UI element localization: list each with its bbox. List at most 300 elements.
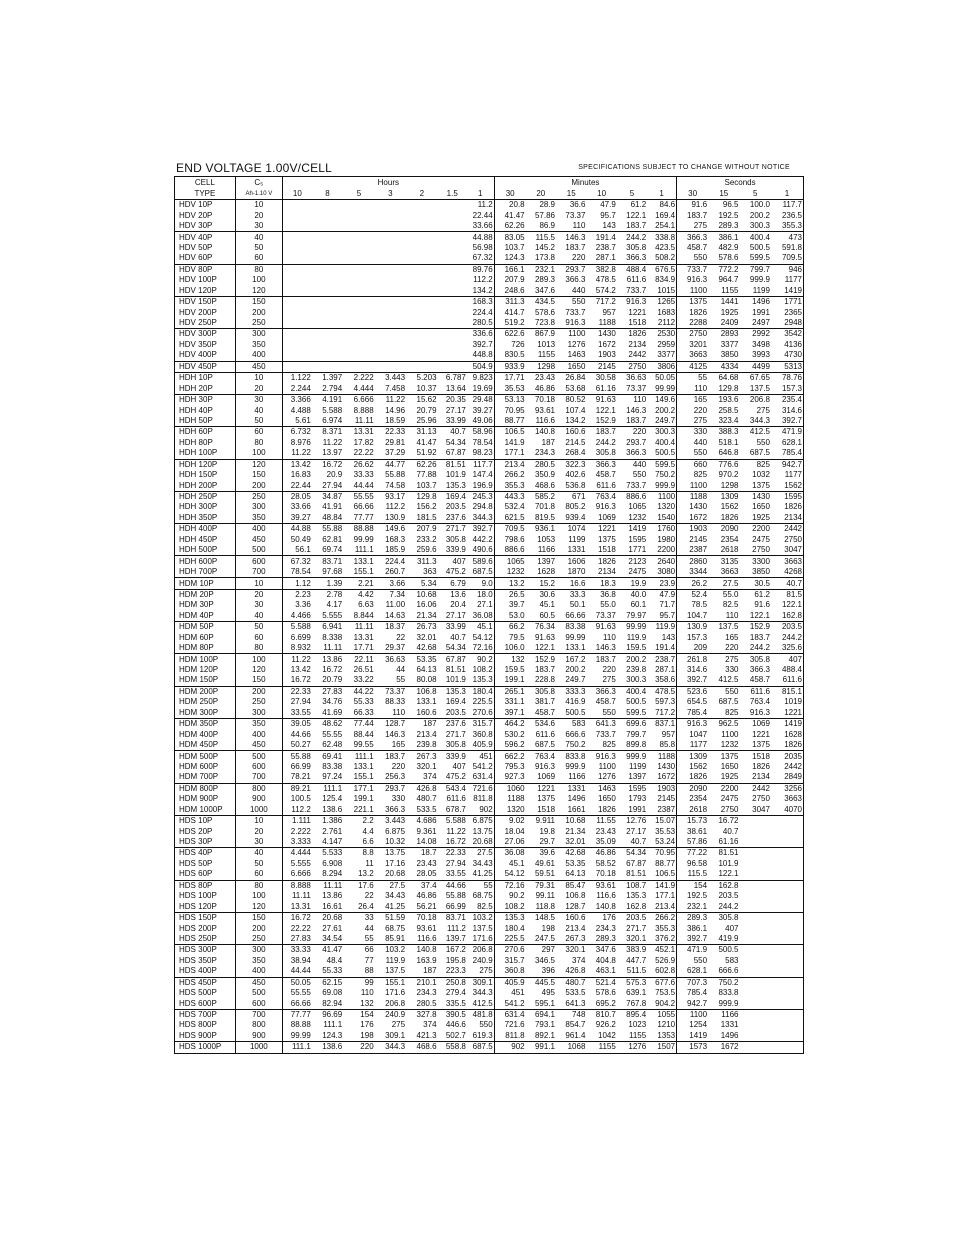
hours-value: 11.22	[322, 437, 343, 447]
hours-value: 116.6	[417, 933, 437, 943]
minutes-value: 1298	[526, 361, 556, 372]
seconds-value: 999.9	[749, 275, 770, 285]
seconds-value: 183.7	[749, 632, 770, 642]
hours-value: 88.33	[385, 697, 406, 707]
minutes-value: 381.7	[534, 697, 556, 707]
hours-value: 34.43	[385, 891, 406, 901]
minutes-value: 1155	[537, 350, 556, 360]
hours-value: 81.51	[438, 459, 467, 470]
minutes-value: 1595	[628, 534, 647, 544]
hours-value: 42.68	[416, 643, 437, 653]
minutes-value: 533.5	[565, 988, 586, 998]
hours-value: 34.76	[322, 697, 343, 707]
hours-value: 199.1	[353, 794, 374, 804]
hours-value: 46.86	[416, 891, 437, 901]
seconds-value: 3663	[720, 567, 739, 577]
hours-value: 112.2	[291, 804, 311, 814]
minutes-value: 305.8	[626, 242, 647, 252]
hours-value: 78.54	[290, 567, 311, 577]
minutes-value: 721.6	[504, 1020, 525, 1030]
hours-value: 44	[396, 665, 406, 675]
hours-value: 185.9	[385, 545, 406, 555]
minutes-value: 203.5	[617, 912, 647, 923]
minutes-value: 1013	[537, 339, 556, 349]
seconds-value: 785.4	[771, 448, 804, 459]
hours-value: 33.55	[290, 707, 311, 717]
seconds-value	[739, 901, 770, 912]
minutes-value: 666.6	[565, 729, 586, 739]
minutes-value: 423.5	[647, 243, 676, 253]
minutes-value: 468.6	[534, 480, 556, 490]
minutes-value: 575.3	[617, 977, 647, 988]
cs-capacity: 200	[235, 480, 282, 491]
minutes-value: 641.3	[565, 998, 586, 1008]
minutes-value: 541.2	[504, 998, 525, 1008]
seconds-value: 4268	[771, 567, 804, 578]
seconds-value: 1826	[689, 772, 708, 782]
hours-value: 17.71	[353, 643, 374, 653]
minutes-value: 19.8	[539, 826, 556, 836]
seconds-value: 203.5	[771, 622, 804, 633]
hours-value: 88.88	[343, 524, 374, 535]
hours-value	[375, 329, 406, 340]
minutes-value: 1210	[647, 1020, 676, 1030]
minutes-value: 452.1	[647, 945, 676, 956]
minutes-value: 106.5	[494, 427, 525, 438]
hours-value: 5.203	[406, 373, 437, 384]
hours-value: 16.72	[290, 675, 311, 685]
hours-value: 183.7	[375, 751, 406, 762]
cs-capacity: 20	[235, 383, 282, 394]
hours-value: 89.76	[467, 264, 494, 275]
minutes-value: 662.2	[494, 751, 525, 762]
seconds-value: 1069	[739, 719, 770, 730]
minutes-value: 2145	[647, 794, 676, 804]
seconds-value: 275	[693, 415, 708, 425]
minutes-value: 46.86	[534, 383, 556, 393]
hours-value: 83.71	[312, 556, 343, 567]
hours-value: 103.7	[416, 480, 437, 490]
minutes-value: 40.7	[630, 837, 647, 847]
seconds-value: 785.4	[687, 707, 708, 717]
hours-value	[343, 286, 374, 297]
minutes-value: 36.08	[494, 848, 525, 859]
cell-type: HDS 60P	[175, 869, 236, 880]
hours-value: 2.761	[322, 826, 343, 836]
cs-capacity: 300	[235, 708, 282, 719]
hours-value: 41.25	[385, 901, 406, 911]
seconds-value: 3344	[689, 567, 708, 577]
hours-value	[312, 232, 343, 243]
cs-capacity: 30	[235, 394, 282, 405]
minutes-value: 440	[617, 459, 647, 470]
hours-value: 55.55	[290, 988, 311, 998]
table-row	[175, 1042, 804, 1053]
hours-value: 4.466	[290, 610, 311, 620]
minutes-value: 45.1	[509, 858, 525, 868]
seconds-value: 970.2	[718, 470, 739, 480]
minutes-value: 1793	[628, 794, 647, 804]
seconds-value: 258.5	[718, 405, 739, 415]
minutes-value: 58.52	[595, 858, 616, 868]
hours-value: 177.1	[343, 783, 374, 794]
seconds-value: 81.5	[771, 589, 804, 600]
hours-value: 69.74	[322, 545, 343, 555]
hours-value: 18.7	[406, 848, 437, 859]
hours-value: 128.7	[375, 719, 406, 730]
hours-value: 32.01	[416, 632, 437, 642]
seconds-value: 154	[677, 880, 708, 891]
minutes-value: 73.37	[565, 210, 586, 220]
hours-value: 8.844	[353, 610, 374, 620]
hours-value: 55.88	[312, 524, 343, 535]
second-col-header: 5	[739, 188, 770, 200]
hours-value: 44.66	[438, 880, 467, 891]
minutes-value: 122.1	[534, 643, 556, 653]
minutes-value: 85.8	[647, 740, 676, 751]
minutes-value: 270.6	[494, 945, 525, 956]
hours-value	[312, 264, 343, 275]
seconds-value: 117.7	[771, 200, 804, 211]
hours-value: 18.0	[467, 589, 494, 600]
hours-value: 271.7	[445, 729, 466, 739]
hours-value: 33.99	[445, 415, 466, 425]
minutes-value: 500.5	[626, 697, 647, 707]
hour-col-header: 8	[312, 188, 343, 200]
hours-value: 40.7	[450, 632, 466, 642]
minutes-value: 9.02	[494, 815, 525, 826]
seconds-value: 709.5	[771, 253, 804, 264]
seconds-value: 591.8	[771, 243, 804, 253]
seconds-value: 1826	[771, 502, 804, 512]
hours-value: 6.787	[438, 373, 467, 384]
hours-value	[406, 253, 437, 264]
minutes-value: 143	[602, 221, 616, 231]
cs-capacity: 800	[235, 1020, 282, 1030]
seconds-value: 57.86	[687, 837, 708, 847]
hours-value: 64.13	[416, 665, 437, 675]
minutes-value: 631.4	[494, 1009, 525, 1020]
seconds-value: 4136	[771, 340, 804, 350]
cs-capacity: 1000	[235, 805, 282, 816]
seconds-value: 1573	[677, 1042, 708, 1053]
minutes-value: 110	[603, 632, 616, 642]
minutes-value: 1276	[617, 1042, 647, 1053]
hours-value: 187	[423, 966, 437, 976]
minutes-value: 687.5	[534, 740, 556, 750]
hours-value: 22.11	[343, 654, 374, 665]
seconds-value: 2145	[689, 534, 708, 544]
hours-value: 7.34	[375, 589, 406, 600]
minutes-value: 723.8	[534, 318, 556, 328]
hours-value: 67.32	[467, 253, 494, 264]
hours-value: 259.6	[416, 545, 437, 555]
hours-value: 5.533	[312, 848, 343, 859]
hours-value: 20.35	[438, 394, 467, 405]
minutes-value: 1166	[537, 545, 556, 555]
hours-value: 55.88	[385, 470, 406, 480]
hours-value: 138.6	[312, 1042, 343, 1053]
table-row	[175, 253, 804, 264]
hours-value	[343, 296, 374, 307]
minutes-value: 366.3	[586, 459, 616, 470]
table-row	[175, 751, 804, 762]
hours-value: 78.21	[290, 772, 311, 782]
minutes-value: 574.2	[595, 285, 616, 295]
cs-capacity: 250	[235, 934, 282, 945]
hours-value: 50.49	[290, 534, 311, 544]
hours-value: 480.7	[416, 794, 437, 804]
hours-value: 44.66	[290, 729, 311, 739]
hours-value: 163.9	[416, 955, 437, 965]
table-row	[175, 622, 804, 633]
seconds-value: 366.3	[677, 232, 708, 243]
minutes-value: 1397	[526, 556, 556, 567]
cs-capacity: 50	[235, 859, 282, 869]
seconds-value	[739, 1009, 770, 1020]
seconds-value: 500.5	[749, 242, 770, 252]
seconds-value: 192.5	[718, 210, 739, 220]
minutes-value: 1199	[628, 761, 647, 771]
hours-value: 203.5	[445, 502, 466, 512]
seconds-value: 305.8	[739, 654, 770, 665]
seconds-value: 2134	[752, 772, 770, 782]
minutes-value: 1100	[556, 329, 586, 340]
hours-value: 27.17	[445, 405, 466, 415]
hours-value: 10.37	[416, 383, 437, 393]
hours-value: 69.08	[322, 988, 343, 998]
minutes-value: 397.1	[504, 707, 525, 717]
hours-value: 58.96	[467, 427, 494, 438]
hours-value: 48.62	[312, 719, 343, 730]
seconds-value: 942.7	[771, 459, 804, 470]
seconds-value: 473	[771, 232, 804, 243]
minutes-value: 1991	[628, 804, 647, 814]
minutes-value: 122.1	[626, 210, 647, 220]
hours-value: 3.66	[375, 578, 406, 589]
hours-value: 2.78	[312, 589, 343, 600]
cell-type: HDV 40P	[175, 232, 236, 243]
minutes-value: 93.61	[534, 405, 556, 415]
hours-value: 240.9	[467, 956, 494, 966]
minutes-value: 599.5	[626, 707, 647, 717]
hours-value: 137.5	[467, 923, 494, 933]
hours-value: 2.21	[343, 578, 374, 589]
minutes-value: 1870	[567, 567, 586, 577]
minutes-value: 108.2	[504, 901, 525, 911]
minutes-value: 108.7	[617, 880, 647, 891]
seconds-value	[739, 837, 770, 848]
minutes-value: 916.3	[534, 761, 556, 771]
hours-value: 475.2	[445, 567, 466, 577]
minutes-value: 61.2	[630, 200, 647, 210]
hours-value: 28.05	[416, 869, 437, 879]
seconds-value: 578.6	[718, 253, 739, 263]
table-row	[175, 438, 804, 448]
minutes-value: 895.4	[617, 1009, 647, 1020]
hours-value: 33.55	[445, 869, 466, 879]
hours-value: 207.9	[406, 524, 437, 535]
cell-type: HDS 150P	[175, 912, 236, 923]
hours-value: 11.11	[291, 891, 311, 901]
seconds-value: 1430	[739, 491, 770, 502]
minutes-value: 1771	[628, 545, 647, 555]
cell-type: HDM 100P	[175, 654, 236, 665]
minutes-value: 699.6	[617, 719, 647, 730]
cell-type: HDS 1000P	[175, 1042, 236, 1053]
hours-value	[282, 275, 311, 285]
minutes-value: 478.5	[595, 275, 616, 285]
minutes-value: 445.5	[526, 977, 556, 988]
cell-type: HDH 150P	[175, 470, 236, 480]
hours-value: 220	[391, 761, 406, 771]
hours-value: 315.7	[467, 719, 494, 730]
hours-value: 133.1	[416, 697, 437, 707]
minutes-value: 67.87	[626, 858, 647, 868]
minutes-value: 733.7	[626, 480, 647, 490]
minutes-value: 733.7	[595, 729, 616, 739]
hours-value	[375, 296, 406, 307]
hours-value: 18.37	[375, 622, 406, 633]
minutes-value: 62.26	[504, 221, 525, 231]
cell-type: HDH 400P	[175, 524, 236, 535]
hours-value: 40.7	[438, 427, 467, 438]
minutes-value: 73.37	[626, 383, 647, 393]
minutes-value: 991.1	[526, 1042, 556, 1053]
minutes-value: 305.8	[526, 686, 556, 697]
hours-value: 13.42	[282, 459, 311, 470]
hours-value: 275	[467, 966, 494, 977]
table-row	[175, 361, 804, 372]
seconds-value: 1518	[739, 751, 770, 762]
hours-value: 44	[364, 923, 374, 933]
hours-value: 66.66	[353, 502, 374, 512]
minutes-value: 374	[572, 955, 586, 965]
minutes-value: 927.3	[504, 772, 525, 782]
minutes-value: 315.7	[504, 955, 525, 965]
minutes-value: 159.5	[504, 665, 525, 675]
minutes-value: 480.7	[556, 977, 586, 988]
hours-value: 13.31	[290, 901, 311, 911]
seconds-value: 1925	[720, 307, 739, 317]
seconds-value: 165	[677, 394, 708, 405]
hours-value: 135.3	[438, 686, 467, 697]
hours-value: 5.61	[295, 415, 311, 425]
hours-value: 33.33	[353, 470, 374, 480]
hours-value: 293.7	[375, 783, 406, 794]
minutes-value: 91.63	[586, 622, 616, 633]
minutes-value: 183.7	[586, 654, 616, 665]
hours-value: 101.9	[445, 675, 466, 685]
cs-capacity: 20	[235, 210, 282, 220]
hours-value: 275	[391, 1020, 406, 1030]
seconds-value: 289.3	[718, 221, 739, 231]
seconds-value: 2134	[771, 513, 804, 524]
minutes-value: 530.2	[504, 729, 525, 739]
seconds-value	[771, 859, 804, 869]
hours-value: 533.5	[416, 804, 437, 814]
seconds-value: 2750	[677, 329, 708, 340]
hours-value: 239.8	[416, 740, 437, 750]
hours-value	[312, 350, 343, 361]
seconds-value: 2497	[752, 318, 770, 328]
cell-type: HDS 400P	[175, 966, 236, 977]
minutes-value: 1060	[494, 783, 525, 794]
hours-value: 68.75	[385, 923, 406, 933]
hours-value: 16.06	[416, 600, 437, 610]
minutes-value: 578.6	[534, 307, 556, 317]
minutes-value: 1276	[567, 339, 586, 349]
hours-value: 33	[343, 912, 374, 923]
seconds-value: 110	[725, 610, 739, 620]
minutes-value: 1463	[586, 783, 616, 794]
seconds-value	[771, 1009, 804, 1020]
minutes-value: 347.6	[586, 945, 616, 956]
seconds-value: 733.7	[677, 264, 708, 275]
seconds-value: 1100	[677, 1009, 708, 1020]
hours-value: 44.44	[290, 966, 311, 976]
seconds-value	[739, 998, 770, 1009]
seconds-value: 916.3	[749, 707, 770, 717]
seconds-value	[739, 1020, 770, 1030]
minutes-value: 1320	[506, 804, 525, 814]
minutes-value: 2442	[628, 350, 647, 360]
minutes-value: 66.66	[565, 610, 586, 620]
cell-type: HDM 120P	[175, 665, 236, 675]
hours-value: 220	[343, 1042, 374, 1053]
minutes-value: 810.7	[586, 1009, 616, 1020]
seconds-value: 482.9	[718, 242, 739, 252]
hours-value: 13.31	[343, 427, 374, 438]
minutes-value: 16.6	[556, 578, 586, 589]
minutes-value: 79.31	[526, 880, 556, 891]
seconds-value: 1925	[752, 512, 770, 522]
hours-value: 62.48	[322, 740, 343, 750]
hours-value: 446.6	[445, 1020, 466, 1030]
seconds-value: 27.5	[708, 578, 739, 589]
hours-value: 11.2	[467, 200, 494, 211]
table-row	[175, 729, 804, 739]
seconds-value: 220	[693, 405, 708, 415]
table-row	[175, 740, 804, 751]
hours-value	[438, 243, 467, 253]
hours-value: 146.3	[385, 729, 406, 739]
cs-capacity: 10	[235, 578, 282, 589]
hours-value: 19.69	[467, 383, 494, 394]
seconds-value: 392.7	[687, 675, 708, 685]
hours-value: 294.8	[467, 502, 494, 512]
table-row	[175, 1031, 804, 1042]
minutes-value: 2200	[647, 545, 676, 556]
hours-value: 22	[364, 891, 374, 901]
seconds-value: 110	[694, 383, 708, 393]
cell-group-header: CELL	[175, 177, 236, 189]
minutes-value: 1065	[628, 502, 647, 512]
seconds-value: 1925	[720, 772, 739, 782]
minutes-value: 99.99	[647, 383, 676, 394]
minutes-value: 17.71	[494, 373, 525, 384]
minutes-value: 289.3	[595, 933, 616, 943]
seconds-value: 500.5	[708, 945, 739, 956]
seconds-value: 550	[693, 955, 708, 965]
cell-type: HDM 40P	[175, 611, 236, 622]
cell-type: HDV 400P	[175, 350, 236, 361]
hours-value	[406, 243, 437, 253]
cell-type: HDV 20P	[175, 210, 236, 220]
hours-value: 279.4	[445, 988, 466, 998]
seconds-value: 330	[677, 427, 708, 438]
minutes-value: 280.5	[526, 459, 556, 470]
